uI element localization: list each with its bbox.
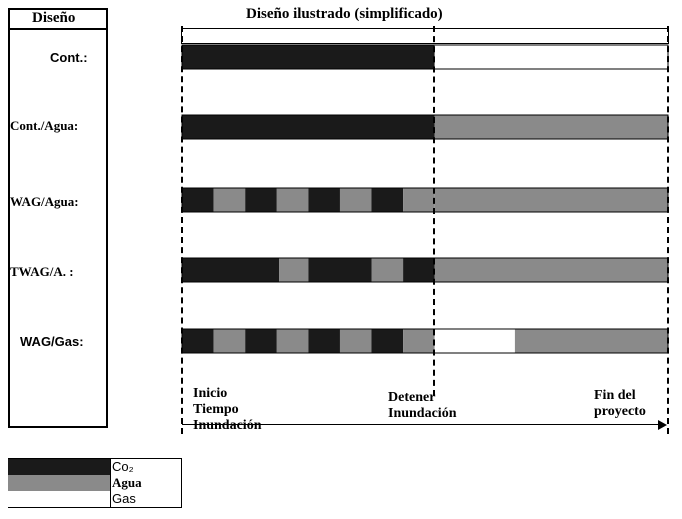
time-axis-arrowhead <box>658 420 667 430</box>
timeline-start-line-2: Tiempo <box>193 402 239 417</box>
bar-segment-gas <box>435 45 668 69</box>
bar-segment-agua <box>403 329 435 353</box>
bar-segment-agua <box>435 115 668 139</box>
bar-segment-agua <box>214 188 246 212</box>
bar-segment-agua <box>277 188 309 212</box>
row-label-cont: Cont.: <box>50 50 88 65</box>
bar-segment-agua <box>435 258 668 282</box>
bar-segment-agua <box>214 329 246 353</box>
bar-segment-agua <box>340 188 372 212</box>
timeline-start-line-1: Inicio <box>193 386 228 401</box>
timeline-end-line-1: Fin del <box>594 388 636 403</box>
bar-segment-co2 <box>182 258 279 282</box>
diagram-title: Diseño ilustrado (simplificado) <box>246 6 443 22</box>
stop-flood-line <box>433 26 435 396</box>
bar-segment-co2 <box>182 188 214 212</box>
row-label-wag-gas: WAG/Gas: <box>20 334 84 349</box>
bar-segment-co2 <box>308 188 340 212</box>
bar-segment-co2 <box>182 329 214 353</box>
row-label-cont-agua: Cont./Agua: <box>10 118 79 133</box>
bar-segment-agua <box>403 188 435 212</box>
legend-swatch-co2 <box>8 459 110 475</box>
bar-segment-agua <box>435 188 668 212</box>
bar-segment-agua <box>279 258 308 282</box>
legend-swatch-agua <box>8 475 110 491</box>
timeline-start-line-3: Inundación <box>193 418 262 433</box>
timeline-end-label <box>594 388 646 420</box>
bar-segment-co2 <box>372 188 404 212</box>
bar-segment-co2 <box>308 258 371 282</box>
start-time-line <box>181 26 183 434</box>
legend-label-agua: Agua <box>112 475 142 490</box>
project-end-line <box>667 26 669 434</box>
legend-swatch-gas <box>8 491 110 507</box>
bar-segment-co2 <box>308 329 340 353</box>
legend-label-co2: Co₂ <box>112 459 134 474</box>
timeline-stop-line-1: Detener <box>388 390 436 405</box>
timeline-start-label <box>193 386 261 434</box>
timeline-stop-line-2: Inundación <box>388 406 457 421</box>
timeline-stop-label <box>388 390 456 422</box>
bar-segment-co2 <box>403 258 435 282</box>
legend-label-gas: Gas <box>112 491 136 506</box>
bar-segment-co2 <box>245 329 277 353</box>
design-column-header: Diseño <box>8 8 108 30</box>
bar-segment-co2 <box>372 329 404 353</box>
bar-segment-co2 <box>182 115 435 139</box>
bar-segment-agua <box>277 329 309 353</box>
bar-segment-gas <box>435 329 515 353</box>
bar-segment-co2 <box>245 188 277 212</box>
legend-divider <box>110 458 111 508</box>
bar-segment-agua <box>372 258 404 282</box>
row-label-twag-a: TWAG/A. : <box>10 264 74 279</box>
row-label-wag-agua: WAG/Agua: <box>10 194 79 209</box>
bar-segment-agua <box>515 329 668 353</box>
bar-segment-agua <box>340 329 372 353</box>
timeline-end-line-2: proyecto <box>594 404 646 419</box>
bar-segment-co2 <box>182 45 435 69</box>
